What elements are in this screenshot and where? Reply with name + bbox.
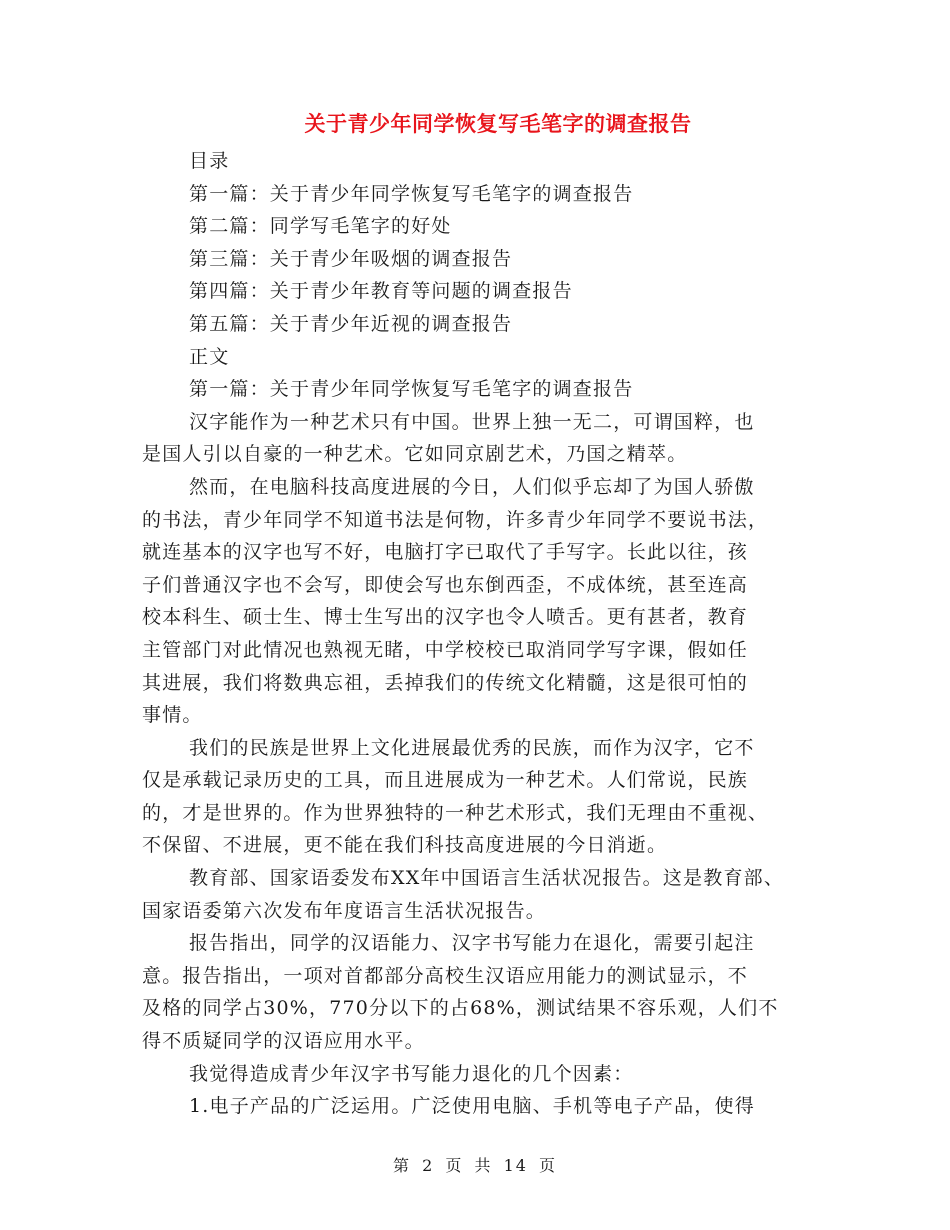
text-line: 我觉得造成青少年汉字书写能力退化的几个因素：: [189, 1062, 634, 1085]
footer-page-word: 页: [445, 1156, 464, 1175]
text-line: 第二篇：同学写毛笔字的好处: [189, 215, 452, 238]
text-line: 我们的民族是世界上文化进展最优秀的民族，而作为汉字，它不: [189, 736, 755, 759]
text-line: 其进展，我们将数典忘祖，丢掉我们的传统文化精髓，这是很可怕的: [142, 671, 749, 694]
text-line: 教育部、国家语委发布XX年中国语言生活状况报告。这是教育部、: [189, 867, 785, 890]
text-line: 第五篇：关于青少年近视的调查报告: [189, 312, 513, 335]
text-line: 主管部门对此情况也熟视无睹，中学校校已取消同学写字课，假如任: [142, 638, 749, 661]
page-footer: [0, 1153, 950, 1176]
document-body: [142, 145, 802, 1123]
text-line: 国家语委第六次发布年度语言生活状况报告。: [142, 899, 547, 922]
text-line: 第一篇：关于青少年同学恢复写毛笔字的调查报告: [189, 182, 634, 205]
text-line: 意。报告指出，一项对首都部分高校生汉语应用能力的测试显示，不: [142, 964, 749, 987]
text-line: 就连基本的汉字也写不好，电脑打字已取代了手写字。长此以往，孩: [142, 541, 749, 564]
text-line: 的书法，青少年同学不知道书法是何物，许多青少年同学不要说书法，: [142, 508, 769, 531]
text-line: 汉字能作为一种艺术只有中国。世界上独一无二，可谓国粹，也: [189, 410, 755, 433]
text-line: 及格的同学占30%，770分以下的占68%，测试结果不容乐观，人们不: [142, 997, 779, 1020]
text-line: 得不质疑同学的汉语应用水平。: [142, 1030, 425, 1053]
text-line: 目录: [189, 150, 230, 172]
text-line: 仅是承载记录历史的工具，而且进展成为一种艺术。人们常说，民族: [142, 769, 749, 792]
footer-total-pages: 14: [503, 1156, 528, 1175]
text-line: 是国人引以自豪的一种艺术。它如同京剧艺术，乃国之精萃。: [142, 443, 688, 466]
text-line: 正文: [189, 345, 230, 368]
text-line: 第四篇：关于青少年教育等问题的调查报告: [189, 280, 573, 303]
footer-current-page: 2: [422, 1156, 435, 1175]
text-line: 校本科生、硕士生、博士生写出的汉字也令人喷舌。更有甚者，教育: [142, 606, 749, 629]
text-line: 不保留、不进展，更不能在我们科技高度进展的今日消逝。: [142, 834, 668, 857]
text-line: 第三篇：关于青少年吸烟的调查报告: [189, 247, 513, 270]
document-title: 关于青少年同学恢复写毛笔字的调查报告: [304, 112, 692, 136]
footer-total-prefix: 共: [474, 1156, 493, 1175]
text-line: 然而，在电脑科技高度进展的今日，人们似乎忘却了为国人骄傲: [189, 475, 755, 498]
text-line: 报告指出，同学的汉语能力、汉字书写能力在退化，需要引起注: [189, 932, 755, 955]
text-line: 事情。: [142, 704, 203, 727]
text-line: 的，才是世界的。作为世界独特的一种艺术形式，我们无理由不重视、: [142, 801, 769, 824]
text-line: 1.电子产品的广泛运用。广泛使用电脑、手机等电子产品，使得: [189, 1095, 755, 1118]
text-line: 子们普通汉字也不会写，即使会写也东倒西歪，不成体统，甚至连高: [142, 573, 749, 596]
footer-suffix: 页: [539, 1156, 558, 1175]
footer-prefix: 第: [392, 1156, 411, 1175]
text-line: 第一篇：关于青少年同学恢复写毛笔字的调查报告: [189, 378, 634, 401]
